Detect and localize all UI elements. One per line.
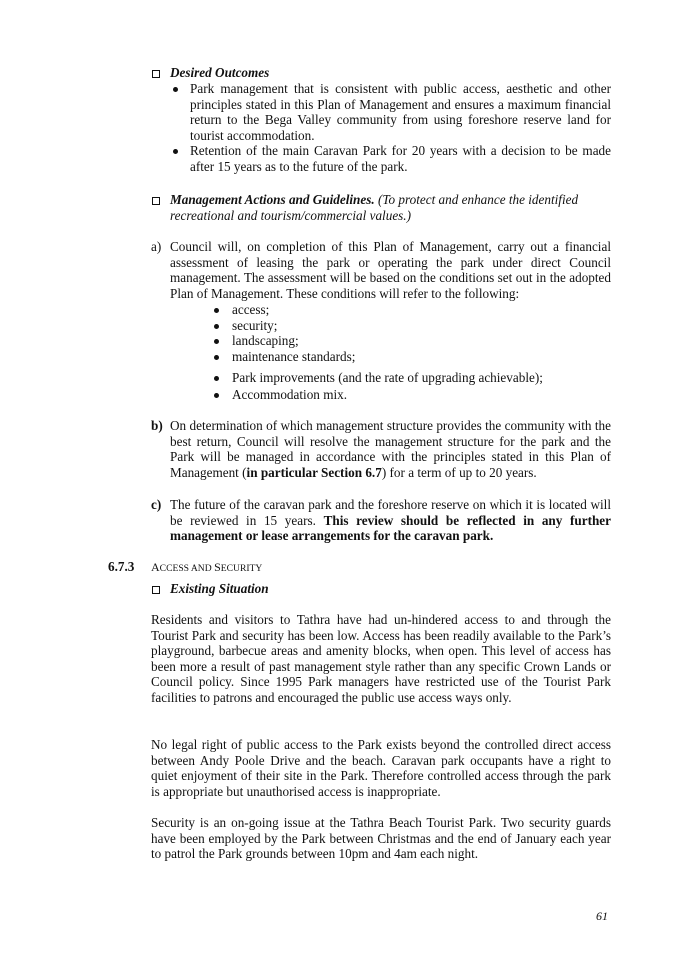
management-actions-title: Management Actions and Guidelines. (170, 192, 375, 207)
item-c-text-bold: This review should be reflected in any further management or lease arrangements for the caravan park. (170, 512, 612, 544)
section-title (151, 559, 262, 577)
item-b-text-end: ) for a term of up to 20 years. (381, 464, 537, 480)
item-b-text-start: On determination of which management structure provides the community with the best return, Council will resolve the management structure for the park and the Park will be managed in accordance with the principles stated in this Plan of Management ( (170, 418, 611, 480)
checkbox-bullet-icon (152, 586, 160, 594)
item-c-text (170, 497, 611, 544)
condition-item: maintenance standards; (232, 349, 356, 364)
condition-item: security; (232, 318, 278, 333)
desired-outcomes-heading: Desired Outcomes (170, 65, 270, 80)
item-c-label: c) (151, 497, 162, 512)
section-number: 6.7.3 (108, 559, 135, 574)
desired-outcome-item: Park management that is consistent with public access, aesthetic and other principles stated in this Plan of Management and ensures a maximum financial return to the Bega Valley community from using foreshore reserve land for tourist accommodation. (190, 81, 611, 143)
section-title-cap-s: S (214, 560, 221, 574)
management-actions-subtitle: (To protect and enhance the identified recreational and tourism/commercial values.) (170, 192, 579, 223)
item-c-text-start: The future of the caravan park and the foreshore reserve on which it is located will be reviewed in 15 years. (170, 497, 611, 528)
item-b-label: b) (151, 418, 163, 433)
condition-item: landscaping; (232, 333, 299, 348)
checkbox-bullet-icon (152, 197, 160, 205)
page-number: 61 (596, 909, 608, 923)
bullet-icon (214, 324, 219, 329)
item-a-label: a) (151, 239, 162, 254)
item-b-text (170, 418, 611, 480)
bullet-icon (214, 376, 219, 381)
item-b-text-bold: in particular Section 6.7 (246, 464, 382, 480)
section-title-rest-a: CCESS AND (159, 563, 215, 574)
condition-item: Accommodation mix. (232, 387, 348, 402)
existing-situation-paragraph: Residents and visitors to Tathra have had un-hindered access to and through the Tourist Park and security has been low. Access has been readily available to the Park’s playground, barbecue areas and amenity blocks, when open. This level of access has been more a result of past management style rather than any specific Crown Lands or Council policy. Since 1995 Park managers have restricted use of the Tourist Park facilities to patrons and encouraged the public use access ways only. (151, 612, 611, 705)
section-title-cap-a: A (151, 560, 160, 574)
bullet-icon (214, 339, 219, 344)
condition-item: access; (232, 302, 270, 317)
existing-situation-paragraph: No legal right of public access to the Park exists beyond the controlled direct access between Andy Poole Drive and the beach. Caravan park occupants have a right to quiet enjoyment of their site in the Park. Therefore controlled access through the park is appropriate but unauthorised access is inappropriate. (151, 737, 611, 799)
bullet-icon (173, 149, 178, 154)
condition-item: Park improvements (and the rate of upgrading achievable); (232, 370, 543, 385)
checkbox-bullet-icon (152, 70, 160, 78)
section-title-rest-s: ECURITY (220, 563, 263, 574)
bullet-icon (173, 87, 178, 92)
bullet-icon (214, 393, 219, 398)
item-a-text: Council will, on completion of this Plan of Management, carry out a financial assessment of leasing the park or operating the park under direct Council management. The assessment will be based on the conditions set out in the adopted Plan of Management. These conditions will refer to the following: (170, 239, 611, 301)
bullet-icon (214, 308, 219, 313)
desired-outcome-item: Retention of the main Caravan Park for 20 years with a decision to be made after 15 years as to the future of the park. (190, 143, 611, 174)
management-actions-heading (170, 192, 611, 223)
existing-situation-paragraph: Security is an on-going issue at the Tathra Beach Tourist Park. Two security guards have been employed by the Park between Christmas and the end of January each year to patrol the Park grounds between 10pm and 4am each night. (151, 815, 611, 862)
bullet-icon (214, 355, 219, 360)
existing-situation-heading: Existing Situation (170, 581, 269, 596)
